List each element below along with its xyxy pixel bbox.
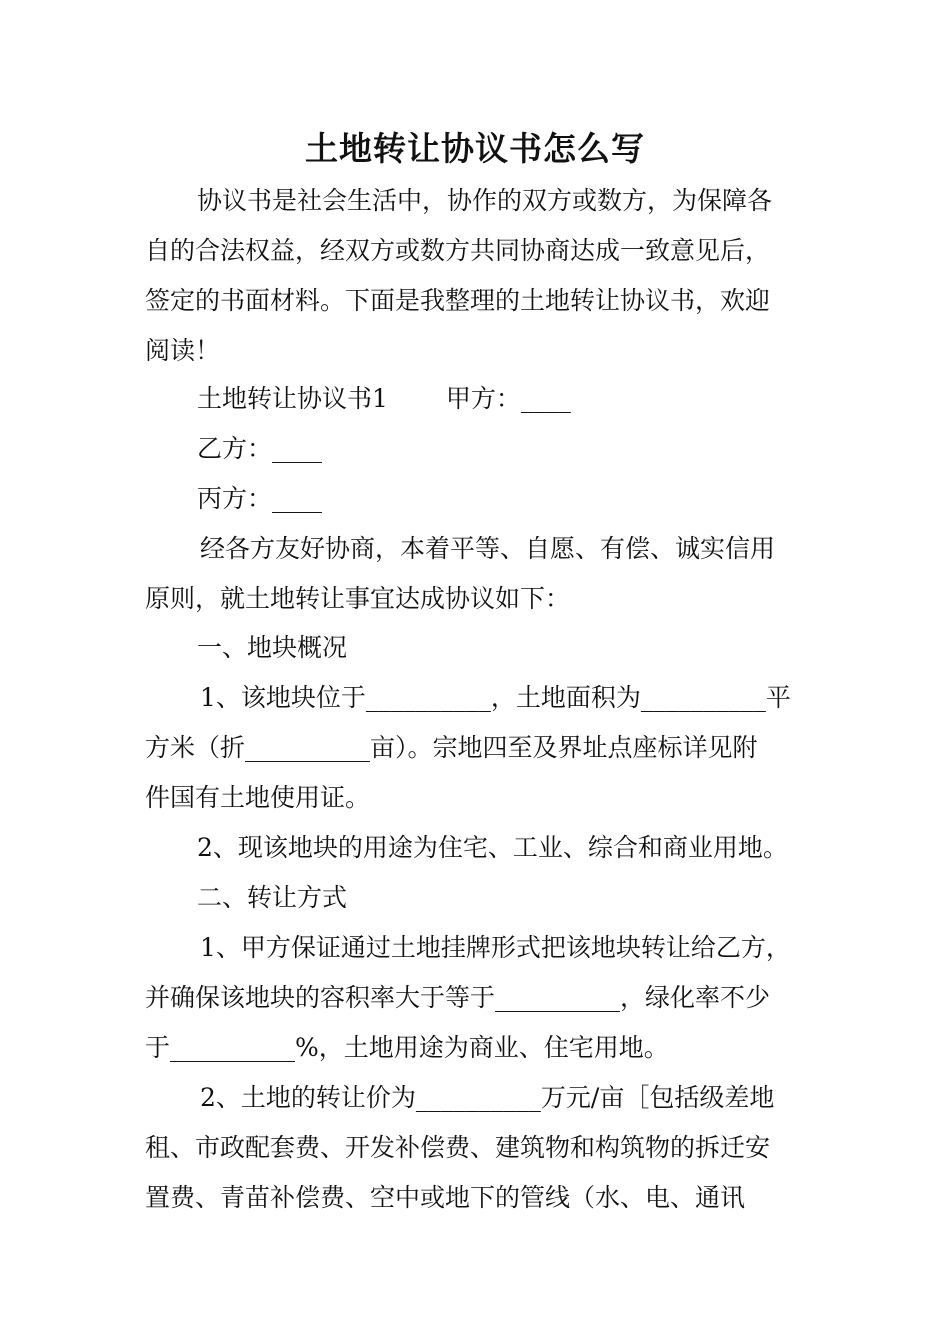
clause-line: 并确保该地块的容积率大于等于__________，绿化率不少: [145, 983, 771, 1012]
clause-line: 租、市政配套费、开发补偿费、建筑物和构筑物的拆迁安: [145, 1133, 771, 1162]
clause-line: 1、该地块位于__________，土地面积为__________平: [200, 683, 791, 712]
clause-line: 件国有土地使用证。: [145, 783, 371, 812]
clause-line: 2、土地的转让价为__________万元/亩［包括级差地: [200, 1083, 775, 1112]
clause-line: 置费、青苗补偿费、空中或地下的管线（水、电、通讯: [145, 1183, 746, 1212]
clause-line: 于__________%，土地用途为商业、住宅用地。: [145, 1033, 669, 1062]
preamble-line: 原则，就土地转让事宜达成协议如下：: [145, 584, 571, 613]
intro-paragraph-line: 自的合法权益，经双方或数方共同协商达成一致意见后，: [145, 236, 771, 265]
intro-paragraph-line: 协议书是社会生活中，协作的双方或数方，为保障各: [197, 186, 773, 215]
preamble-line: 经各方友好协商，本着平等、自愿、有偿、诚实信用: [200, 534, 776, 563]
clause-line: 方米（折__________亩）。宗地四至及界址点座标详见附: [145, 733, 758, 762]
intro-paragraph-line: 阅读！: [145, 336, 221, 365]
party-c-line: 丙方：____: [197, 484, 323, 513]
agreement-heading-party-a: 土地转让协议书1 甲方：____: [197, 384, 571, 413]
clause-line: 2、现该地块的用途为住宅、工业、综合和商业用地。: [197, 833, 788, 862]
intro-paragraph-line: 签定的书面材料。下面是我整理的土地转让协议书，欢迎: [145, 286, 771, 315]
clause-line: 1、甲方保证通过土地挂牌形式把该地块转让给乙方，: [200, 933, 791, 962]
section-heading: 二、转让方式: [197, 883, 348, 912]
section-heading: 一、地块概况: [197, 633, 348, 662]
party-b-line: 乙方：____: [197, 434, 323, 463]
document-title: 土地转让协议书怎么写: [305, 129, 645, 168]
